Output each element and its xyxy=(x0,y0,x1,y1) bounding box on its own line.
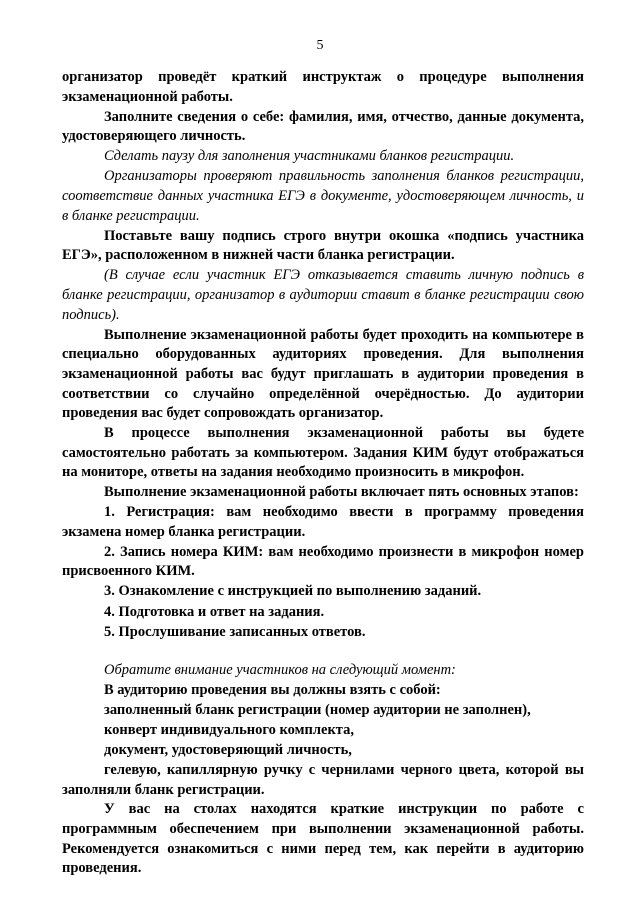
paragraph-work-process: В процессе выполнения экзаменационной работы вы будете самостоятельно работать за компьютером. Задания КИМ будут отображаться на мониторе, ответы на задания необходимо произносить в микрофон. xyxy=(62,425,584,481)
paragraph-computer-exam: Выполнение экзаменационной работы будет проходить на компьютере в специально оборудованных аудиториях проведения. Для выполнения экзаменационной работы вас будут приглашать в аудитории проведения в соответствии со случайно определённой очерёдностью. До аудитории проведения вас будет сопровождать организатор. xyxy=(62,326,584,422)
note-signature-refusal: (В случае если участник ЕГЭ отказывается ставить личную подпись в бланке регистрации, организатор в аудитории ставит в бланке регистрации свою подпись). xyxy=(62,267,584,323)
list-item: гелевую, капиллярную ручку с чернилами черного цвета, которой вы заполняли бланк регистрации. xyxy=(62,762,584,798)
list-item: 5. Прослушивание записанных ответов. xyxy=(104,623,366,640)
list-item: 2. Запись номера КИМ: вам необходимо произнести в микрофон номер присвоенного КИМ. xyxy=(62,543,584,580)
list-item: заполненный бланк регистрации (номер аудитории не заполнен), xyxy=(104,701,531,718)
paragraph-bring-intro: В аудиторию проведения вы должны взять с собой: xyxy=(104,682,441,699)
spacer xyxy=(62,642,584,661)
bring-list xyxy=(62,701,584,800)
document-body xyxy=(62,68,584,879)
stages-list xyxy=(62,503,584,642)
paragraph-fill-info: Заполните сведения о себе: фамилия, имя, отчество, данные документа, удостоверяющего личность. xyxy=(62,108,584,145)
paragraph-signature: Поставьте вашу подпись строго внутри окошка «подпись участника ЕГЭ», расположенном в нижней части бланка регистрации. xyxy=(62,227,584,264)
list-item: 1. Регистрация: вам необходимо ввести в программу проведения экзамена номер бланка регистрации. xyxy=(62,504,584,540)
list-item: конверт индивидуального комплекта, xyxy=(104,722,354,738)
list-item: документ, удостоверяющий личность, xyxy=(104,742,352,759)
list-item: 3. Ознакомление с инструкцией по выполнению заданий. xyxy=(104,583,482,600)
paragraph-stages-intro: Выполнение экзаменационной работы включает пять основных этапов: xyxy=(104,484,579,501)
note-pause: Сделать паузу для заполнения участниками бланков регистрации. xyxy=(104,148,515,165)
paragraph-briefing: организатор проведёт краткий инструктаж о процедуре выполнения экзаменационной работы. xyxy=(62,69,584,105)
page-number: 5 xyxy=(316,38,324,53)
note-attention: Обратите внимание участников на следующий момент: xyxy=(104,662,456,679)
list-item: 4. Подготовка и ответ на задания. xyxy=(104,603,325,620)
note-organizers-check: Организаторы проверяют правильность заполнения бланков регистрации, соответствие данных участника ЕГЭ в документе, удостоверяющем личность, и в бланке регистрации. xyxy=(62,168,584,224)
paragraph-instructions: У вас на столах находятся краткие инструкции по работе с программным обеспечением при выполнении экзаменационной работы. Рекомендуется ознакомиться с ними перед тем, как перейти в аудиторию проведения. xyxy=(62,801,584,877)
